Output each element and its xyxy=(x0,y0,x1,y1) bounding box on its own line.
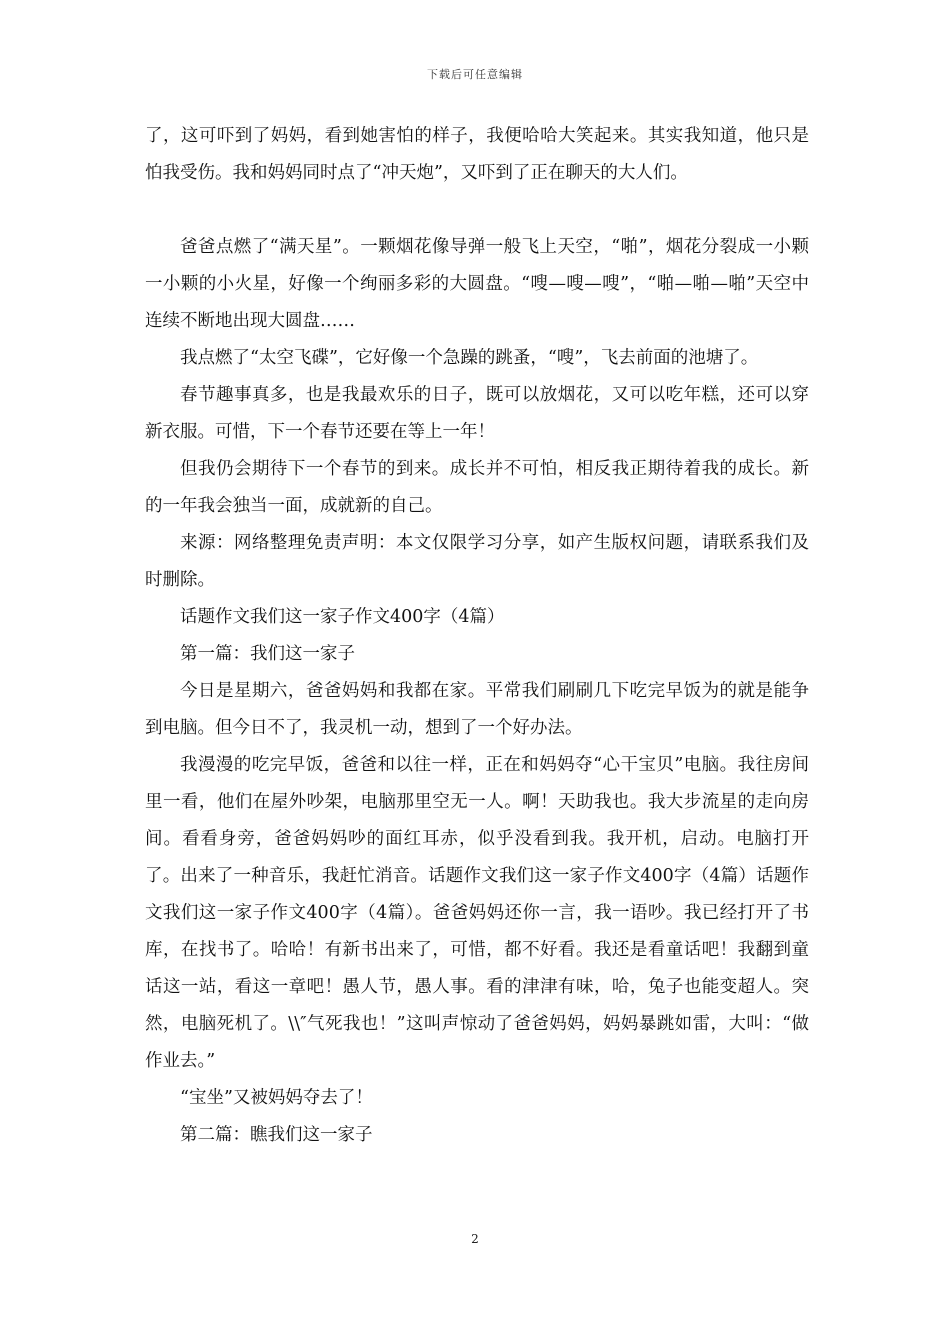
paragraph-continuation: 了，这可吓到了妈妈，看到她害怕的样子，我便哈哈大笑起来。其实我知道，他只是怕我受伤。我和妈妈同时点了“冲天炮”，又吓到了正在聊天的大人们。 xyxy=(145,126,809,183)
page-number: 2 xyxy=(471,1232,479,1246)
paragraph-computer: 我漫漫的吃完早饭，爸爸和以往一样，正在和妈妈夺“心干宝贝”电脑。我往房间里一看，他们在屋外吵架，电脑那里空无一人。啊！天助我也。我大步流星的走向房间。看看身旁，爸爸妈妈吵的面红耳赤，似乎没看到我。我开机，启动。电脑打开了。出来了一种音乐，我赶忙消音。话题作文我们这一家子作文400字（4篇）话题作文我们这一家子作文400字（4篇）。爸爸妈妈还你一言，我一语吵。我已经打开了书库，在找书了。哈哈！有新书出来了，可惜，都不好看。我还是看童话吧！我翻到童话这一站，看这一章吧！愚人节，愚人事。看的津津有味，哈，兔子也能变超人。突然，电脑死机了。\\″气死我也！”这叫声惊动了爸爸妈妈，妈妈暴跳如雷，大叫：“做作业去。” xyxy=(145,755,809,1071)
paragraph-saturday: 今日是星期六，爸爸妈妈和我都在家。平常我们刷刷几下吃完早饭为的就是能争到电脑。但今日不了，我灵机一动，想到了一个好办法。 xyxy=(145,681,809,738)
paragraph-fireworks: 爸爸点燃了“满天星”。一颗烟花像导弹一般飞上天空，“啪”，烟花分裂成一小颗一小颗的小火星，好像一个绚丽多彩的大圆盘。“嗖—嗖—嗖”，“啪—啪—啪”天空中连续不断地出现大圆盘…… xyxy=(145,237,809,331)
paragraph-ufo: 我点燃了“太空飞碟”，它好像一个急躁的跳蚤，“嗖”，飞去前面的池塘了。 xyxy=(180,348,759,368)
paragraph-throne: “宝坐”又被妈妈夺去了！ xyxy=(180,1088,373,1108)
paragraph-disclaimer: 来源：网络整理免责声明：本文仅限学习分享，如产生版权问题，请联系我们及时删除。 xyxy=(145,533,809,590)
essay-two-title: 第二篇：瞧我们这一家子 xyxy=(180,1125,373,1145)
essay-one-title: 第一篇：我们这一家子 xyxy=(180,644,355,664)
document-body xyxy=(145,118,809,1154)
paragraph-gap xyxy=(145,192,809,229)
essay-collection-title: 话题作文我们这一家子作文400字（4篇） xyxy=(180,607,505,627)
page-header: 下载后可任意编辑 xyxy=(427,68,523,81)
paragraph-spring-festival: 春节趣事真多，也是我最欢乐的日子，既可以放烟花，又可以吃年糕，还可以穿新衣服。可惜，下一个春节还要在等上一年！ xyxy=(145,385,809,442)
paragraph-growth: 但我仍会期待下一个春节的到来。成长并不可怕，相反我正期待着我的成长。新的一年我会独当一面，成就新的自己。 xyxy=(145,459,809,516)
